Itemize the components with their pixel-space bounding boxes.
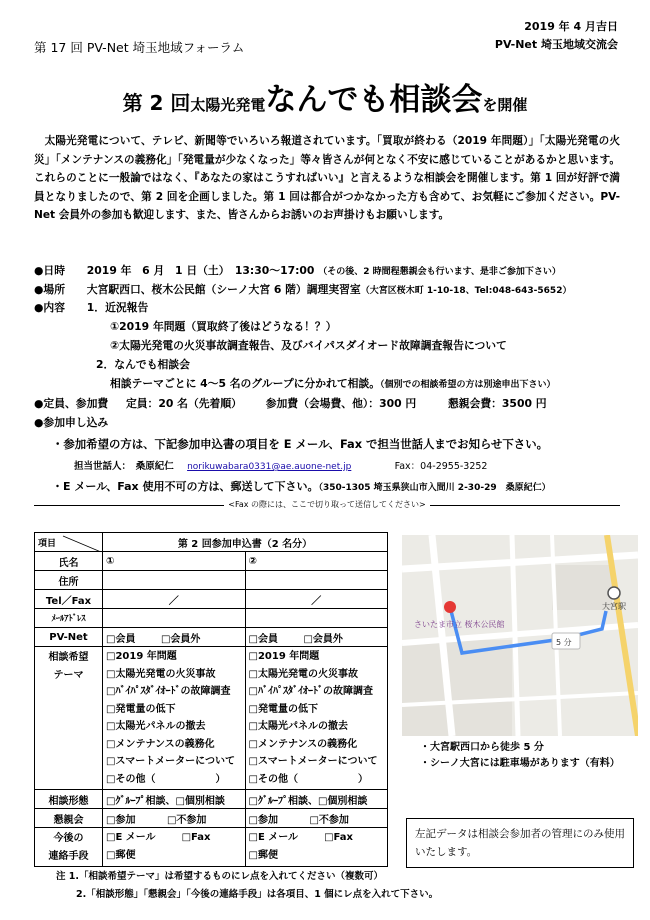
footnote-1: 注 1.「相談希望テーマ」は希望するものにレ点を入れてください（複数可） — [56, 871, 384, 882]
footnote-2: 2.「相談形態」「懇親会」「今後の連絡手段」は各項目、1 個にレ点を入れて下さい。 — [76, 889, 439, 900]
apply-label: ●参加申し込み — [34, 416, 109, 429]
contact-fax: Fax：04-2955-3252 — [394, 461, 488, 472]
content-item-1b: ②太陽光発電の火災事故調査報告、及びバイパスダイオード故障調査報告について — [110, 339, 507, 352]
join-checkbox-1[interactable]: □参加 — [106, 814, 136, 826]
application-form — [34, 532, 388, 867]
theme-option[interactable]: □発電量の低下 — [248, 703, 318, 715]
theme-option[interactable]: □その他（ ） — [106, 773, 226, 785]
place-value: 大宮駅西口、桜木公民館（シーノ大宮 6 階）調理実習室 — [86, 283, 361, 296]
map-destination-pin — [444, 601, 456, 613]
organizer: PV-Net 埼玉地域交流会 — [494, 38, 618, 51]
contact-label-1: 今後の — [53, 833, 84, 844]
capacity-label: ●定員、参加費 — [34, 397, 109, 410]
content-item-2a — [110, 376, 556, 391]
theme-option[interactable]: □2019 年問題 — [248, 651, 320, 662]
theme-options-2 — [245, 647, 388, 790]
contact-label: 担当世話人： 桑原紀仁 — [74, 461, 174, 472]
theme-option[interactable]: □2019 年問題 — [106, 651, 177, 662]
row-label-theme — [35, 647, 103, 790]
address-field-2[interactable] — [245, 571, 388, 590]
theme-option[interactable]: □スマートメーターについて — [106, 756, 235, 767]
contact-line — [74, 458, 487, 472]
date-line — [34, 263, 561, 278]
theme-option[interactable]: □その他（ ） — [248, 773, 368, 785]
apply-instruction-1: ・参加希望の方は、下記参加申込書の項目を E メール、Fax で担当世話人までお知らせ下さい。 — [52, 437, 548, 451]
party-fee: 懇親会費：3500 円 — [447, 397, 547, 410]
nonmember-checkbox-2[interactable]: □会員外 — [303, 633, 343, 645]
cut-line — [34, 499, 620, 510]
fax-checkbox-1[interactable]: □Fax — [181, 832, 211, 843]
content-item-1a: ①2019 年問題（買取終了後はどうなる！？） — [110, 320, 337, 333]
style-options-2[interactable]: □ｸﾞﾙｰﾌﾟ相談、□個別相談 — [245, 790, 388, 809]
slash-1: ／ — [168, 595, 179, 607]
form-title: 第 2 回参加申込書（2 名分） — [103, 533, 388, 552]
apply-instruction-2 — [52, 478, 551, 494]
contact-email-link[interactable]: norikuwabara0331@ae.auone-net.jp — [187, 462, 352, 472]
map-graphic — [402, 535, 638, 736]
num-2: ② — [248, 555, 257, 567]
style-options-1[interactable]: □ｸﾞﾙｰﾌﾟ相談、□個別相談 — [103, 790, 246, 809]
row-label-telfax: Tel／Fax — [35, 590, 103, 609]
email-checkbox-2[interactable]: □E メール — [248, 832, 299, 843]
date-note: （その後、2 時間程懇親会も行います、是非ご参加下さい） — [318, 267, 561, 277]
apply-2-text: ・E メール、Fax 使用不可の方は、郵送して下さい。 — [52, 480, 319, 493]
nojoin-checkbox-2[interactable]: □不参加 — [309, 814, 349, 826]
issue-date: 2019 年 4 月吉日 — [524, 20, 618, 33]
map-start-pin — [608, 587, 620, 599]
item-header: 項目 — [38, 538, 57, 549]
capacity-value: 定員：20 名（先着順） — [125, 397, 242, 410]
contact-options-2 — [245, 828, 388, 867]
forum-label: 第 17 回 PV-Net 埼玉地域フォーラム — [34, 40, 245, 55]
fee-value: 参加費（会場費、他）：300 円 — [265, 397, 417, 410]
content-line — [34, 300, 148, 315]
telfax-field-2[interactable] — [245, 590, 388, 609]
party-field-2 — [245, 809, 388, 828]
member-checkbox-2[interactable]: □会員 — [248, 633, 278, 645]
row-label-contact — [35, 828, 103, 867]
theme-option[interactable]: □発電量の低下 — [106, 703, 176, 715]
map-notes — [420, 740, 620, 772]
map-note-1: ・大宮駅西口から徒歩 5 分 — [420, 742, 544, 753]
data-usage-note: 左記データは相談会参加者の管理にのみ使用いたします。 — [406, 818, 634, 868]
cut-line-text: <Fax の際には、ここで切り取って送信してください> — [224, 500, 429, 509]
date-value: 2019 年 6 月 1 日（土） 13:30～17:00 — [86, 264, 315, 277]
join-checkbox-2[interactable]: □参加 — [248, 814, 278, 826]
title-part-2: 太陽光発電 — [190, 96, 266, 114]
content-item-2a-note: （個別での相談希望の方は別途申出下さい） — [380, 380, 556, 390]
pvnet-field-1 — [103, 628, 246, 647]
row-label-mail: ﾒｰﾙｱﾄﾞﾚｽ — [35, 609, 103, 628]
theme-options-1 — [103, 647, 246, 790]
name-field-2[interactable] — [245, 552, 388, 571]
place-label: ●場所 — [34, 283, 66, 296]
header-right — [495, 18, 618, 54]
content-item-2a-text: 相談テーマごとに 4～5 名のグループに分かれて相談。 — [110, 377, 381, 390]
header-diagonal — [35, 533, 103, 552]
row-label-style: 相談形態 — [35, 790, 103, 809]
email-checkbox-1[interactable]: □E メール — [106, 832, 156, 843]
slash-2: ／ — [311, 595, 322, 607]
place-line — [34, 282, 571, 297]
map-station-label: 大宮駅 — [602, 602, 626, 611]
capacity-line — [34, 396, 547, 411]
contact-options-1 — [103, 828, 246, 867]
content-item-2: 2．なんでも相談会 — [96, 358, 190, 371]
nojoin-checkbox-1[interactable]: □不参加 — [166, 814, 207, 826]
map-note-2: ・シーノ大宮には駐車場があります（有料） — [420, 758, 620, 769]
theme-option[interactable]: □太陽光発電の火災事故 — [106, 668, 216, 680]
post-checkbox-1[interactable]: □郵便 — [106, 849, 136, 861]
item-header-cell — [35, 533, 103, 552]
theme-option[interactable]: □ﾊﾞｲﾊﾟｽﾀﾞｲｵｰﾄﾞの故障調査 — [106, 686, 231, 697]
nonmember-checkbox-1[interactable]: □会員外 — [160, 633, 201, 645]
theme-option[interactable]: □太陽光パネルの撤去 — [106, 721, 206, 732]
telfax-field-1[interactable] — [103, 590, 246, 609]
pvnet-field-2 — [245, 628, 388, 647]
theme-option[interactable]: □太陽光パネルの撤去 — [248, 721, 348, 732]
row-label-pvnet: PV-Net — [35, 628, 103, 647]
title-part-1: 第 2 回 — [122, 91, 191, 115]
place-note: （大宮区桜木町 1-10-18、Tel:048-643-5652） — [360, 286, 572, 296]
apply-2-note: （350-1305 埼玉県狭山市入間川 2-30-29 桑原紀仁） — [318, 483, 551, 493]
content-label: ●内容 — [34, 301, 66, 314]
title-part-4: を開催 — [482, 96, 528, 114]
contact-label-2: 連絡手段 — [48, 850, 89, 862]
mail-field-2[interactable] — [245, 609, 388, 628]
post-checkbox-2[interactable]: □郵便 — [248, 849, 278, 861]
map-time: 5 分 — [556, 638, 572, 647]
theme-option[interactable]: □太陽光発電の火災事故 — [248, 668, 358, 680]
theme-option[interactable]: □メンテナンスの義務化 — [248, 738, 358, 750]
theme-label-2: テーマ — [53, 669, 84, 681]
content-item-1: 1．近況報告 — [86, 301, 149, 314]
num-1: ① — [106, 555, 115, 567]
theme-label-1: 相談希望 — [48, 652, 89, 663]
access-map[interactable] — [402, 535, 638, 736]
row-label-name: 氏名 — [35, 552, 103, 571]
theme-option[interactable]: □スマートメーターについて — [248, 756, 378, 767]
map-place-label: さいたま市立 桜木公民館 — [414, 620, 505, 629]
map-block — [402, 640, 512, 736]
party-field-1 — [103, 809, 246, 828]
member-checkbox-1[interactable]: □会員 — [106, 633, 136, 645]
row-label-address: 住所 — [35, 571, 103, 590]
fax-checkbox-2[interactable]: □Fax — [324, 832, 353, 843]
title-part-3: なんでも相談会 — [265, 82, 483, 118]
address-field-1[interactable] — [103, 571, 246, 590]
theme-option[interactable]: □ﾊﾞｲﾊﾟｽﾀﾞｲｵｰﾄﾞの故障調査 — [248, 686, 373, 697]
date-label: ●日時 — [34, 264, 66, 277]
row-label-party: 懇親会 — [35, 809, 103, 828]
name-field-1[interactable] — [103, 552, 246, 571]
mail-field-1[interactable] — [103, 609, 246, 628]
theme-option[interactable]: □メンテナンスの義務化 — [106, 738, 215, 750]
intro-paragraph: 太陽光発電について、テレビ、新聞等でいろいろ報道されています。「買取が終わる（2019 年問題）」「太陽光発電の火災」「メンテナンスの義務化」「発電量が少なくなった」等々皆さんが何となく不安に感じていることがあるかと思います。これらのことに一般論ではなく、『あなたの家はこうすればいい』と言えるような相談会を開催します。第 1 回が好評で満員となりましたので、第 2 回を企画しました。第 1 回は都合がつかなかった方も含めて、お気軽にご参加ください。PV-Net 会員外の参加も歓迎します、また、皆さんからお誘いのお声掛けもお願いします。 — [34, 135, 620, 222]
page-title — [0, 74, 650, 119]
